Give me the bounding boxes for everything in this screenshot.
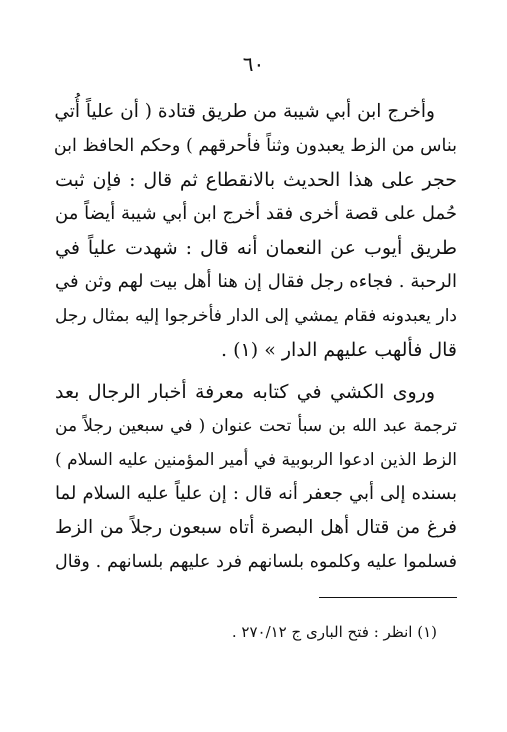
paragraph-line: فرغ من قتال أهل البصرة أتاه سبعون رجلاً من الزط bbox=[55, 517, 457, 538]
paragraph-line: الرحبة . فجاءه رجل فقال إن هنا أهل بيت لهم وثن في bbox=[55, 271, 457, 292]
footnote: (١) انظر : فتح البارى ج ٢٧٠/١٢ . bbox=[231, 623, 437, 641]
paragraph-line: بسنده إلى أبي جعفر أنه قال : إن علياً عليه السلام لما bbox=[55, 483, 457, 504]
paragraph-line: حجر على هذا الحديث بالانقطاع ثم قال : فإن ثبت bbox=[55, 169, 457, 191]
paragraph-line: وروى الكشي في كتابه معرفة أخبار الرجال بعد bbox=[55, 381, 435, 403]
paragraph-1 bbox=[55, 95, 457, 367]
paragraph-line: حُمل على قصة أخرى فقد أخرج ابن أبي شيبة أيضاً من bbox=[55, 203, 457, 224]
paragraph-2 bbox=[55, 375, 457, 579]
paragraph-line: طريق أيوب عن النعمان أنه قال : شهدت علياً في bbox=[55, 237, 457, 259]
page-number: ٦٠ bbox=[242, 52, 265, 76]
paragraph-line: قال فألهب عليهم الدار » (١) . bbox=[221, 339, 457, 361]
paragraph-line: وأخرج ابن أبي شيبة من طريق قتادة ( أن علياً أُتي bbox=[54, 101, 435, 122]
paragraph-line: فسلموا عليه وكلموه بلسانهم فرد عليهم بلسانهم . وقال bbox=[55, 552, 457, 572]
paragraph-line: ترجمة عبد الله بن سبأ تحت عنوان ( في سبعين رجلاً من bbox=[55, 416, 457, 436]
paragraph-line: دار يعبدونه فقام يمشي إلى الدار فأخرجوا إليه بمثال رجل bbox=[55, 306, 457, 326]
paragraph-line: الزط الذين ادعوا الربوبية في أمير المؤمنين عليه السلام ) bbox=[55, 450, 457, 470]
footnote-separator bbox=[319, 597, 457, 598]
paragraph-line: بناس من الزط يعبدون وثناً فأحرقهم ) وحكم الحافظ ابن bbox=[53, 136, 457, 156]
